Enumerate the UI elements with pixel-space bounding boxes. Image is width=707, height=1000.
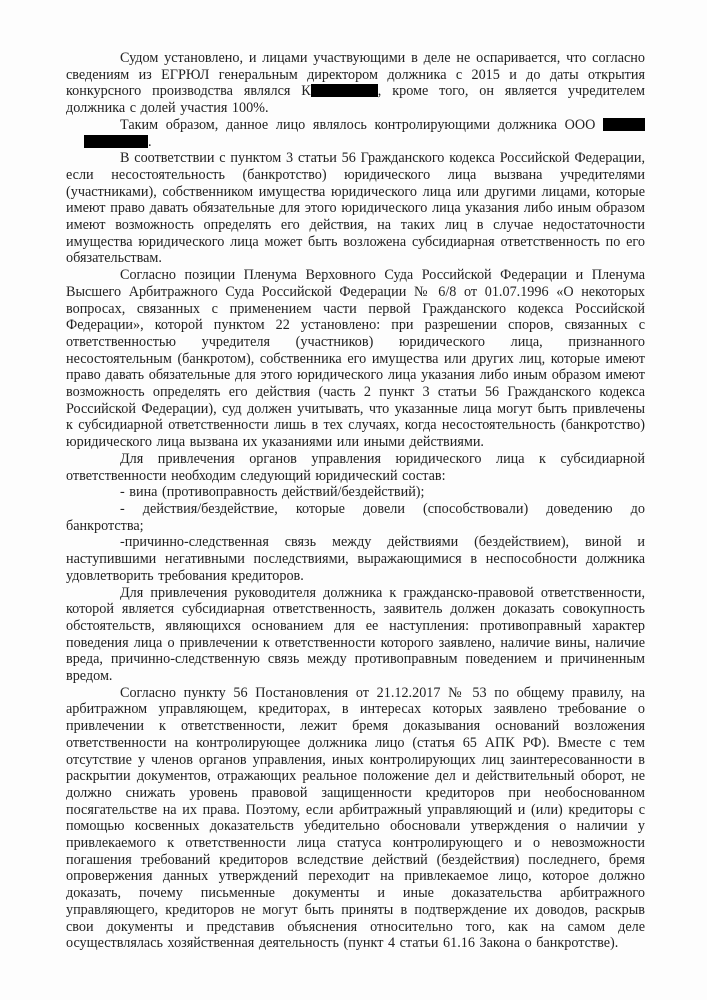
- paragraph: [66, 267, 645, 451]
- paragraph: [66, 150, 645, 267]
- redaction-bar: [311, 84, 378, 97]
- redaction-bar: [84, 135, 148, 148]
- paragraph: [66, 451, 645, 484]
- paragraph: [66, 50, 645, 117]
- paragraph: [66, 501, 645, 534]
- text-run: Согласно позиции Пленума Верховного Суда Российской Федерации и Пленума Высшего Арбитражного Суда Российской Федерации № 6/8 от 01.07.1996 «О некоторых вопросах, связанных с применением части первой Гражданского кодекса Российской Федерации», которой пунктом 22 установлено: при разрешении споров, связанных с ответственностью учредителя (участников) юридического лица, признанного несостоятельным (банкротом), собственника его имущества или других лиц, которые имеют право давать обязательные для этого юридического лица указания либо иным образом имеют возможность определять его действия (часть 2 пункт 3 статьи 56 Гражданского кодекса Российской Федерации), суд должен учитывать, что указанные лица могут быть привлечены к субсидиарной ответственности лишь в тех случаях, когда несостоятельность (банкротство) юридического лица вызвана их указаниями или иными действиями.: [66, 267, 645, 451]
- paragraph: [66, 685, 645, 952]
- paragraph-line: [66, 117, 645, 134]
- paragraph-line: [66, 134, 645, 151]
- redaction-bar: [603, 118, 645, 131]
- text-run: Для привлечения руководителя должника к гражданско-правовой ответственности, которой является субсидиарная ответственность, заявитель должен доказать совокупность обстоятельств, являющихся основанием для ее наступления: противоправный характер поведения лица о привлечении к ответственности которого заявлено, наличие вины, наличие вреда, причинно-следственную связь между противоправным поведением и причиненным вредом.: [66, 584, 645, 685]
- text-run: - вина (противоправность действий/бездействий);: [120, 484, 425, 501]
- text-run: - действия/бездействие, которые довели (способствовали) доведению до банкротства;: [66, 500, 645, 534]
- text-run: , кроме того, он является учредителем должника с долей участия 100%.: [66, 83, 646, 117]
- text-run: В соответствии с пунктом 3 статьи 56 Гражданского кодекса Российской Федерации, если несостоятельность (банкротство) юридического лица вызвана учредителями (участниками), собственником имущества юридического лица или другими лицами, которые имеют право давать обязательные для этого юридического лица указания либо иным образом имеют возможность определять его действия, на таких лиц в случае недостаточности имущества юридического лица может быть возложена субсидиарная ответственность по его обязательствам.: [66, 150, 645, 267]
- document-body: [66, 50, 645, 952]
- text-run: .: [148, 133, 152, 150]
- text-run: Согласно пункту 56 Постановления от 21.12.2017 № 53 по общему правилу, на арбитражном управляющем, кредиторах, в интересах которых заявлено требование о привлечении к ответственности, лежит бремя доказывания оснований возложения ответственности на контролирующее должника лицо (статья 65 АПК РФ). Вместе с тем отсутствие у членов органов управления, иных контролирующих лиц заинтересованности в раскрытии документов, отражающих реальное положение дел и действительный оборот, не должно снижать уровень правовой защищенности кредиторов при необоснованном посягательстве на их права. Поэтому, если арбитражный управляющий и (или) кредиторы с помощью косвенных доказательств убедительно обосновали утверждения о наличии у привлекаемого к ответственности лица статуса контролирующего и о невозможности погашения требований кредиторов вследствие действий (бездействия) последнего, бремя опровержения данных утверждений переходит на привлекаемое лицо, которое должно доказать, почему письменные документы и иные доказательства арбитражного управляющего, кредиторов не могут быть приняты в подтверждение их доводов, раскрыв свои документы и представив объяснения относительно того, как на самом деле осуществлялась хозяйственная деятельность (пункт 4 статьи 61.16 Закона о банкротстве).: [66, 684, 645, 952]
- paragraph: [66, 585, 645, 685]
- paragraph-with-redaction: [66, 117, 645, 150]
- paragraph: [66, 534, 645, 584]
- text-run: -причинно-следственная связь между действиями (бездействием), виной и наступившими негативными последствиями, выражающимися в неспособности должника удовлетворить требования кредиторов.: [66, 534, 645, 584]
- text-run: Судом установлено, и лицами участвующими в деле не оспаривается, что согласно сведениям из ЕГРЮЛ генеральным директором должника с 2015 и до даты открытия конкурсного производства являлся К: [66, 50, 645, 100]
- paragraph: [66, 484, 645, 501]
- text-run: Таким образом, данное лицо являлось контролирующими должника ООО: [120, 116, 603, 133]
- text-run: Для привлечения органов управления юридического лица к субсидиарной ответственности необходим следующий юридический состав:: [66, 450, 645, 484]
